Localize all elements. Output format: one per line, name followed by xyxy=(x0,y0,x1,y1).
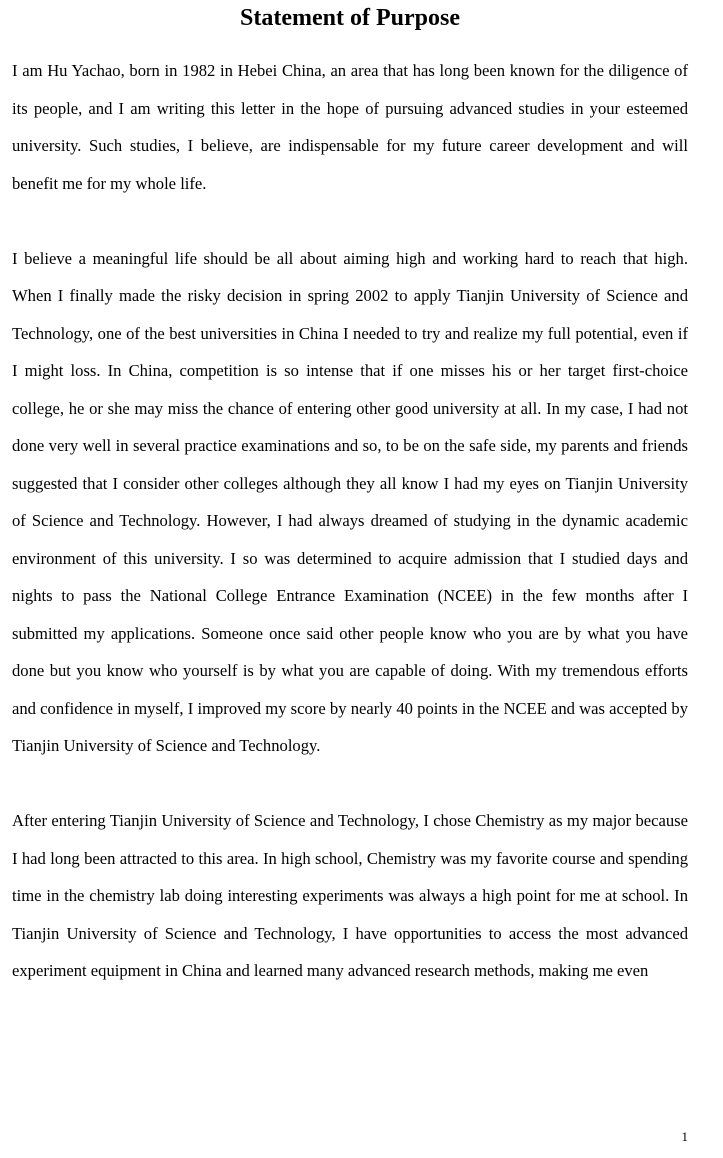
document-body xyxy=(12,52,688,990)
paragraph-1: I am Hu Yachao, born in 1982 in Hebei China, an area that has long been known for the diligence of its people, and I am writing this letter in the hope of pursuing advanced studies in your esteemed university. Such studies, I believe, are indispensable for my future career development and will benefit me for my whole life. xyxy=(12,61,688,193)
page-number: 1 xyxy=(681,1129,688,1144)
document-title: Statement of Purpose xyxy=(240,5,460,31)
paragraph-3: After entering Tianjin University of Science and Technology, I chose Chemistry as my major because I had long been attracted to this area. In high school, Chemistry was my favorite course and spending time in the chemistry lab doing interesting experiments was always a high point for me at school. In Tianjin University of Science and Technology, I have opportunities to access the most advanced experiment equipment in China and learned many advanced research methods, making me even xyxy=(12,811,688,980)
paragraph-2: I believe a meaningful life should be all about aiming high and working hard to reach that high. When I finally made the risky decision in spring 2002 to apply Tianjin University of Science and Technology, one of the best universities in China I needed to try and realize my full potential, even if I might loss. In China, competition is so intense that if one misses his or her target first-choice college, he or she may miss the chance of entering other good university at all. In my case, I had not done very well in several practice examinations and so, to be on the safe side, my parents and friends suggested that I consider other colleges although they all know I had my eyes on Tianjin University of Science and Technology. However, I had always dreamed of studying in the dynamic academic environment of this university. I so was determined to acquire admission that I studied days and nights to pass the National College Entrance Examination (NCEE) in the few months after I submitted my applications. Someone once said other people know who you are by what you have done but you know who yourself is by what you are capable of doing. With my tremendous efforts and confidence in myself, I improved my score by nearly 40 points in the NCEE and was accepted by Tianjin University of Science and Technology. xyxy=(12,248,688,755)
